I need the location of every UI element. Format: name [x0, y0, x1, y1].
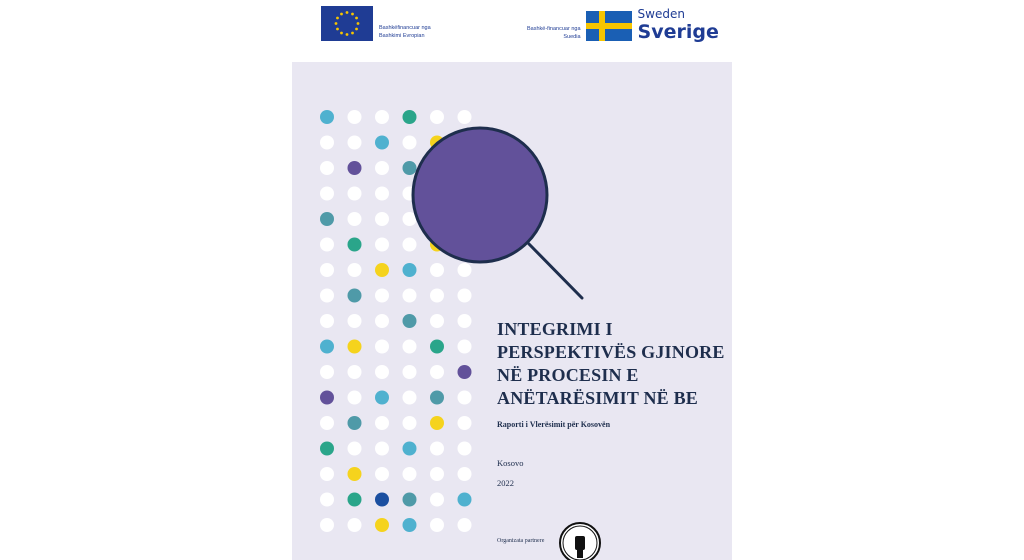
- sweden-flag-icon: [586, 11, 632, 41]
- eu-star-icon: [340, 32, 343, 35]
- sweden-funding-line2: Suedia: [563, 33, 581, 40]
- report-title-line-1: INTEGRIMI I: [497, 319, 613, 339]
- sweden-wordmark: [638, 8, 719, 43]
- eu-star-icon: [357, 22, 360, 25]
- eu-star-icon: [346, 33, 349, 36]
- eu-star-icon: [335, 22, 338, 25]
- eu-star-icon: [340, 13, 343, 16]
- sweden-funding-text: [527, 25, 581, 41]
- report-location: Kosovo: [497, 458, 524, 468]
- eu-star-icon: [351, 13, 354, 16]
- sweden-name-se: Sverige: [637, 21, 719, 43]
- eu-star-icon: [355, 28, 358, 31]
- eu-funding-line1: Bashkëfinancuar nga: [379, 24, 431, 31]
- sweden-funding-line1: Bashkë-financuar nga: [527, 25, 581, 32]
- partner-logo-icon: [559, 522, 601, 560]
- eu-star-icon: [355, 17, 358, 20]
- report-subtitle: Raporti i Vlerësimit për Kosovën: [497, 420, 611, 429]
- report-year: 2022: [497, 478, 514, 488]
- eu-star-icon: [336, 28, 339, 31]
- report-title-block: [497, 318, 727, 429]
- report-title-line-4: ANËTARËSIMIT NË BE: [497, 388, 698, 408]
- eu-star-icon: [346, 11, 349, 14]
- sweden-name-en: Sweden: [637, 7, 685, 21]
- eu-funding-text: [379, 24, 431, 40]
- eu-funding-line2: Bashkimi Evropian: [379, 32, 425, 39]
- sweden-logo: [527, 8, 719, 43]
- eu-logo: [321, 6, 431, 41]
- report-title-line-3: NË PROCESIN E: [497, 365, 639, 385]
- eu-flag-icon: [321, 6, 373, 41]
- eu-star-icon: [336, 17, 339, 20]
- report-cover: [292, 62, 732, 560]
- report-title-line-2: PERSPEKTIVËS GJINORE: [497, 342, 725, 362]
- partner-label: Organizata partnere: [497, 538, 545, 544]
- eu-star-icon: [351, 32, 354, 35]
